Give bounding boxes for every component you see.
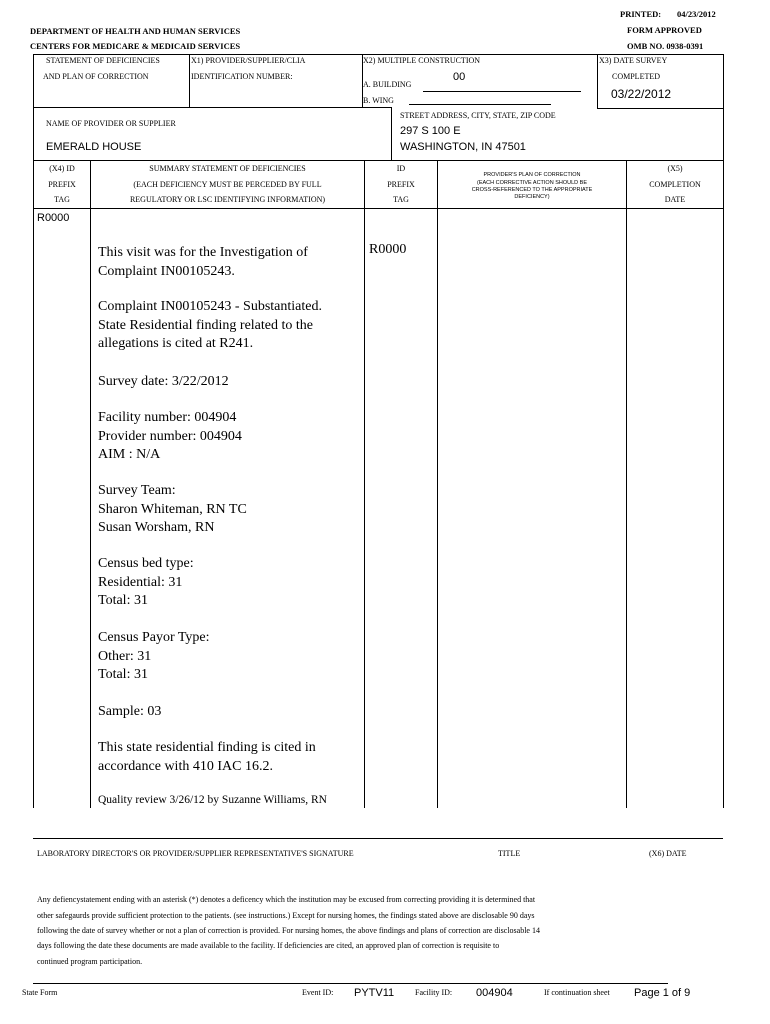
disclaimer-line4: days following the date these documents are made available to the facility. If deficiencies are cited, an approved plan of correction is requisite to	[37, 941, 500, 950]
printed-date: 04/23/2012	[677, 9, 716, 19]
disclaimer-line2: other safegaurds provide sufficient protection to the patients. (see instructions.) Except for nursing homes, the findings stated above are disclosable 90 days	[37, 911, 535, 920]
census-payor-label: Census Payor Type:	[98, 630, 210, 645]
x5-header-line3: DATE	[664, 195, 686, 204]
paragraph-complaint: Complaint IN00105243 - Substantiated. State Residential finding related to the allegations is cited at R241.	[98, 299, 322, 351]
wing-label: B. WING	[363, 96, 394, 105]
prefix-tag-right: R0000	[369, 242, 407, 257]
x1-label-line2: IDENTIFICATION NUMBER:	[191, 72, 293, 81]
summary-header-line2: (EACH DEFICIENCY MUST BE PERCEDED BY FULL	[133, 180, 322, 189]
disclaimer-line1: Any defiencystatement ending with an asterisk (*) denotes a deficency which the institution may be excused from correcting providing it is determined that	[37, 895, 536, 904]
event-id-value: PYTV11	[354, 987, 395, 999]
x3-completed: COMPLETED	[612, 72, 660, 81]
summary-header-line3: REGULATORY OR LSC IDENTIFYING INFORMATION)	[129, 195, 326, 204]
provider-number: Provider number: 004904	[98, 428, 242, 444]
address-line2: WASHINGTON, IN 47501	[400, 141, 526, 153]
facility-id-value: 004904	[476, 987, 513, 999]
provider-name: EMERALD HOUSE	[46, 141, 142, 153]
x4-header-line2: PREFIX	[48, 180, 76, 189]
x5-header-line2: COMPLETION	[649, 180, 701, 189]
continuation-label: If continuation sheet	[544, 988, 610, 997]
x6-date-label: (X6) DATE	[649, 849, 687, 858]
state-form-label: State Form	[22, 988, 58, 997]
provider-name-label: NAME OF PROVIDER OR SUPPLIER	[46, 119, 176, 128]
paragraph-survey-date: Survey date: 3/22/2012	[98, 374, 229, 389]
plan-header-line3: CROSS-REFERENCED TO THE APPROPRIATE	[471, 187, 593, 193]
x2-label: X2) MULTIPLE CONSTRUCTION	[363, 56, 481, 65]
omb-number: OMB NO. 0938-0391	[627, 41, 704, 51]
disclaimer-line3: following the date of survey whether or not a plan of correction is provided. For nursing homes, the above findings and plans of correction are disclosable 14	[37, 926, 540, 935]
paragraph-accordance: This state residential finding is cited in accordance with 410 IAC 16.2.	[98, 740, 316, 774]
facility-number: Facility number: 004904	[98, 410, 237, 425]
census-payor-other: Other: 31	[98, 648, 152, 664]
survey-date-value: 03/22/2012	[611, 87, 672, 101]
department-title: DEPARTMENT OF HEALTH AND HUMAN SERVICES	[30, 26, 241, 36]
x3-label: X3) DATE SURVEY	[599, 56, 668, 65]
form-approved: FORM APPROVED	[627, 25, 702, 35]
census-residential: Residential: 31	[98, 574, 183, 590]
address-label: STREET ADDRESS, CITY, STATE, ZIP CODE	[400, 111, 556, 120]
x4-header-line1: (X4) ID	[49, 164, 75, 173]
printed-label: PRINTED:	[620, 9, 662, 19]
address-line1: 297 S 100 E	[400, 125, 461, 137]
statement-label-line1: STATEMENT OF DEFICIENCIES	[46, 56, 160, 65]
plan-header-line4: DEFICIENCY)	[514, 194, 550, 200]
disclaimer-line5: continued program participation.	[37, 957, 143, 966]
paragraph-investigation: This visit was for the Investigation of Complaint IN00105243.	[98, 245, 308, 279]
x1-label-line1: X1) PROVIDER/SUPPLIER/CLIA	[191, 56, 306, 65]
aim-value: AIM : N/A	[98, 447, 161, 462]
survey-team-member-2: Susan Worsham, RN	[98, 520, 215, 535]
x4-header-line3: TAG	[54, 195, 70, 204]
plan-header-line2: (EACH CORRECTIVE ACTION SHOULD BE	[476, 180, 588, 186]
census-payor-total: Total: 31	[98, 667, 148, 682]
census-bed-type-label: Census bed type:	[98, 556, 194, 571]
centers-title: CENTERS FOR MEDICARE & MEDICAID SERVICES	[30, 41, 241, 51]
id-header-line3: TAG	[393, 195, 409, 204]
x2-value: 00	[453, 71, 466, 83]
x5-header-line1: (X5)	[667, 164, 683, 173]
signature-label: LABORATORY DIRECTOR'S OR PROVIDER/SUPPLIER REPRESENTATIVE'S SIGNATURE	[37, 849, 354, 858]
survey-team-label: Survey Team:	[98, 483, 176, 498]
building-label: A. BUILDING	[363, 80, 412, 89]
event-id-label: Event ID:	[302, 988, 334, 997]
title-label: TITLE	[498, 849, 521, 858]
survey-team-member-1: Sharon Whiteman, RN TC	[98, 501, 247, 517]
prefix-tag-left: R0000	[37, 212, 70, 224]
summary-header-line1: SUMMARY STATEMENT OF DEFICIENCIES	[149, 164, 306, 173]
id-header-line1: ID	[396, 164, 406, 173]
census-bed-total: Total: 31	[98, 593, 148, 608]
quality-review-note: Quality review 3/26/12 by Suzanne Williams, RN	[98, 794, 327, 806]
page-number: Page 1 of 9	[634, 987, 691, 999]
facility-id-label: Facility ID:	[415, 988, 453, 997]
statement-label-line2: AND PLAN OF CORRECTION	[43, 72, 149, 81]
id-header-line2: PREFIX	[387, 180, 415, 189]
sample-value: Sample: 03	[98, 704, 162, 719]
plan-header-line1: PROVIDER'S PLAN OF CORRECTION	[483, 172, 581, 178]
